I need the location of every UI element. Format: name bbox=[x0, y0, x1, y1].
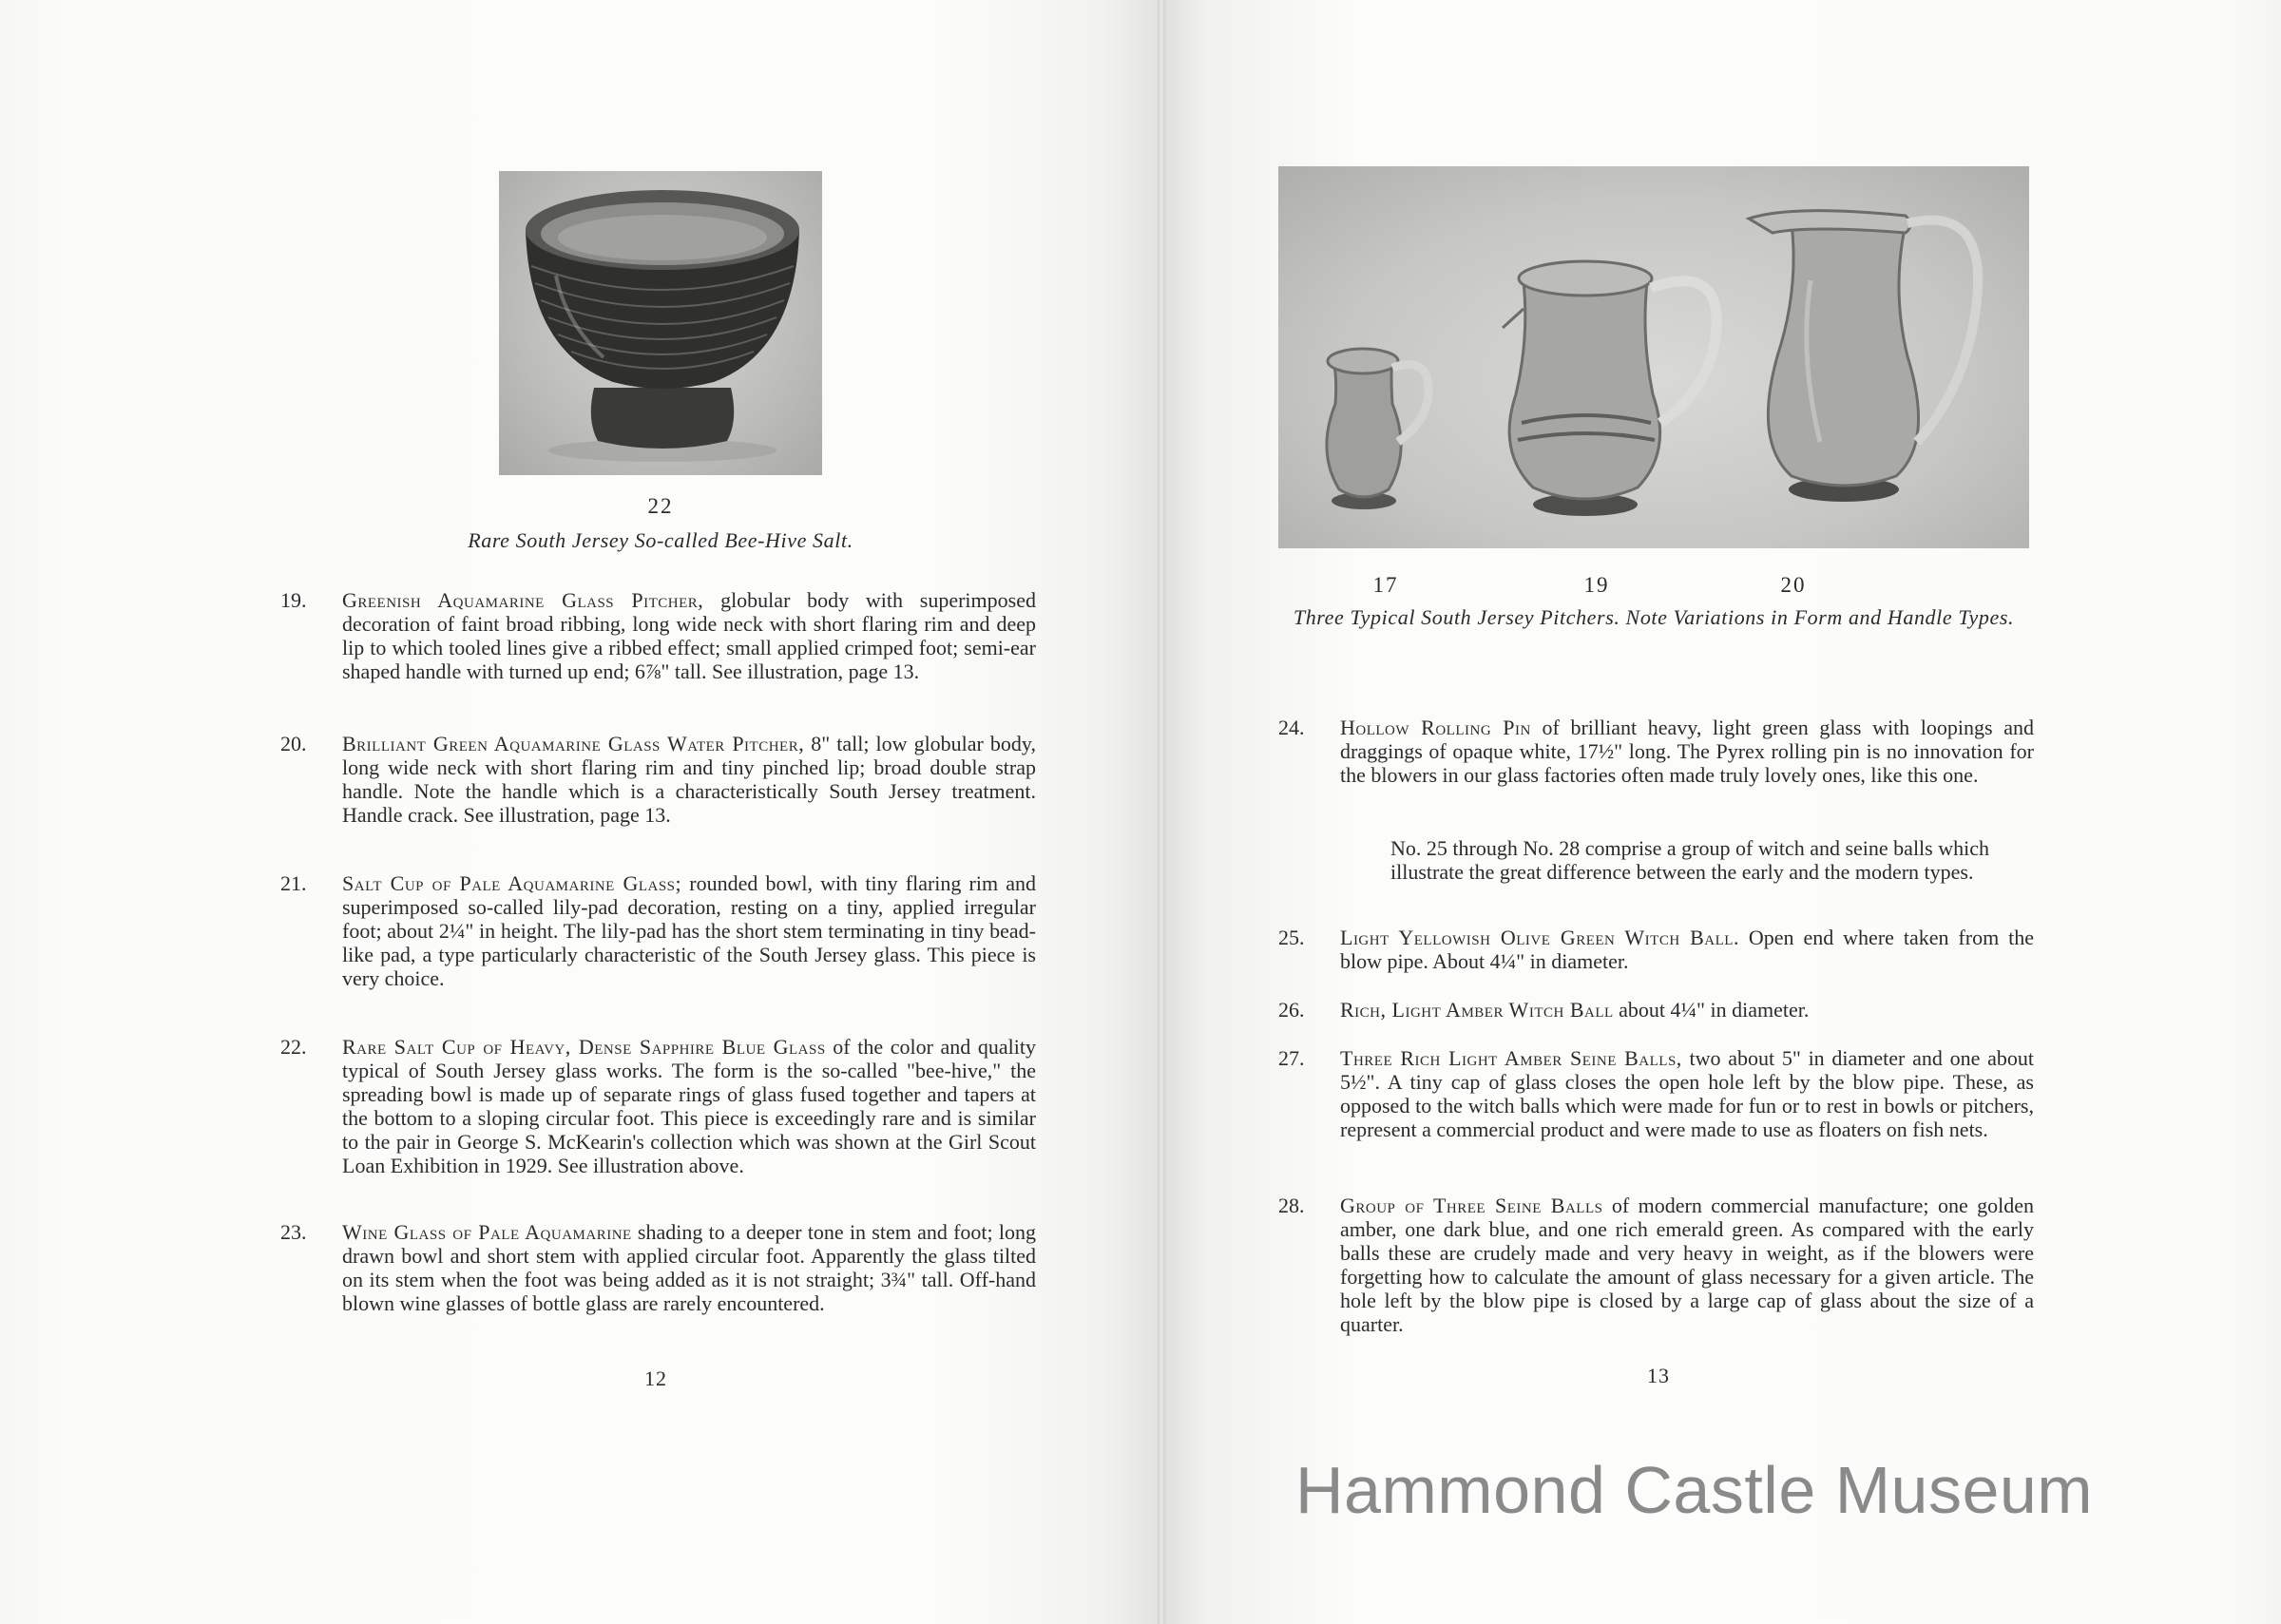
entry-description: of brilliant heavy, light green glass with loopings and draggings of opaque white, 17½" long. The Pyrex rolling pin is no innovation for the blowers in our glass factories often made truly lovely ones, like this one. bbox=[1340, 716, 2034, 787]
museum-watermark: Hammond Castle Museum bbox=[1295, 1453, 2094, 1527]
entry-description: of modern commercial manufacture; one golden amber, one dark blue, and one rich emerald green. As compared with the early balls these are crudely made and very heavy in weight, as if the blowers were forgetting how to calculate the amount of glass necessary for a given article. The hole left by the blow pipe is closed by a large cap of glass about the size of a quarter. bbox=[1340, 1194, 2034, 1336]
pitchers-illustration bbox=[1278, 166, 2029, 548]
catalog-entry bbox=[280, 1035, 1036, 1177]
entry-title: Three Rich Light Amber Seine Balls, bbox=[1340, 1046, 1682, 1070]
catalog-entry bbox=[280, 1220, 1036, 1315]
entry-description: of the color and quality typical of South Jersey glass works. The form is the so-called "bee-hive," the spreading bowl is made up of separate rings of glass fused together and tapers at the bottom to a sloping circular foot. This piece is exceedingly rare and is similar to the pair in George S. McKearin's collection which was shown at the Girl Scout Loan Exhibition in 1929. See illustration above. bbox=[342, 1035, 1036, 1177]
entry-number: 28. bbox=[1278, 1194, 1305, 1217]
entry-title: Salt Cup of Pale Aquamarine Glass; bbox=[342, 871, 682, 895]
catalog-entry bbox=[280, 871, 1036, 990]
entry-number: 25. bbox=[1278, 926, 1305, 949]
catalog-entry bbox=[280, 588, 1036, 683]
bowl-illustration bbox=[499, 171, 822, 475]
entry-title: Greenish Aquamarine Glass Pitcher, bbox=[342, 588, 704, 612]
entry-title: Rare Salt Cup of Heavy, Dense Sapphire Blue Glass bbox=[342, 1035, 826, 1059]
entry-title: Hollow Rolling Pin bbox=[1340, 716, 1531, 739]
entry-number: 23. bbox=[280, 1220, 307, 1244]
entry-description: rounded bowl, with tiny flaring rim and superimposed so-called lily-pad decoration, resting on a tiny, applied irregular foot; about 2¼" in height. The lily-pad has the short stem terminating in tiny bead-like pad, a type particularly characteristic of the South Jersey glass. This piece is very choice. bbox=[342, 871, 1036, 990]
figure-number-19: 19 bbox=[1583, 573, 1610, 597]
three-pitchers-photo bbox=[1278, 166, 2029, 548]
catalog-entry bbox=[1278, 926, 2035, 973]
book-gutter bbox=[1158, 0, 1165, 1624]
catalog-entry bbox=[1278, 998, 2034, 1022]
page-number-left: 12 bbox=[644, 1366, 667, 1390]
bee-hive-salt-photo bbox=[499, 171, 822, 475]
catalog-entry bbox=[1278, 1046, 2034, 1141]
entry-number: 26. bbox=[1278, 998, 1305, 1022]
entry-title: Brilliant Green Aquamarine Glass Water Pitcher, bbox=[342, 732, 805, 755]
figure-number: 22 bbox=[647, 494, 674, 518]
figure-caption: Rare South Jersey So-called Bee-Hive Salt. bbox=[468, 528, 853, 552]
entry-number: 21. bbox=[280, 871, 307, 895]
catalog-entry bbox=[1278, 1194, 2034, 1336]
entry-description: globular body with superimposed decoration of faint broad ribbing, long wide neck with short flaring rim and deep lip to which tooled lines give a ribbed effect; small applied crimped foot; semi-ear shaped handle with turned up end; 6⅞" tall. See illustration, page 13. bbox=[342, 588, 1036, 683]
figure-caption: Three Typical South Jersey Pitchers. Note Variations in Form and Handle Types. bbox=[1293, 605, 2015, 629]
entry-number: 24. bbox=[1278, 716, 1305, 739]
entry-description: shading to a deeper tone in stem and foot; long drawn bowl and short stem with applied circular foot. Apparently the glass tilted on its stem when the foot was being added as it is not straight; 3¾" tall. Off-hand blown wine glasses of bottle glass are rarely encountered. bbox=[342, 1220, 1036, 1315]
entry-description: two about 5" in diameter and one about 5½". A tiny cap of glass closes the open hole left by the blow pipe. These, as opposed to the witch balls which were made for fun or to rest in bowls or pitchers, represent a commercial product and were made to use as floaters on fish nets. bbox=[1340, 1046, 2034, 1141]
entry-number: 22. bbox=[280, 1035, 307, 1059]
entry-number: 19. bbox=[280, 588, 307, 612]
figure-number-20: 20 bbox=[1780, 573, 1807, 597]
entry-title: Wine Glass of Pale Aquamarine bbox=[342, 1220, 632, 1244]
entry-number: 20. bbox=[280, 732, 307, 755]
entry-number: 27. bbox=[1278, 1046, 1305, 1070]
catalog-entry bbox=[280, 732, 1036, 827]
entry-description: about 4¼" in diameter. bbox=[1613, 998, 1810, 1022]
entry-description: Open end where taken from the blow pipe. About 4¼" in diameter. bbox=[1340, 926, 2035, 973]
figure-number-17: 17 bbox=[1372, 573, 1399, 597]
page-number-right: 13 bbox=[1647, 1364, 1670, 1387]
catalog-entry bbox=[1278, 716, 2034, 787]
entry-title: Group of Three Seine Balls bbox=[1340, 1194, 1603, 1217]
entry-title: Light Yellowish Olive Green Witch Ball. bbox=[1340, 926, 1739, 949]
entry-title: Rich, Light Amber Witch Ball bbox=[1340, 998, 1614, 1022]
entry-description: 8" tall; low globular body, long wide neck with short flaring rim and tiny pinched lip; broad double strap handle. Note the handle which is a characteristically South Jersey treatment. Handle crack. See illustration, page 13. bbox=[342, 732, 1036, 827]
group-note: No. 25 through No. 28 comprise a group of witch and seine balls which illustrate the great difference between the early and the modern types. bbox=[1390, 836, 1989, 884]
